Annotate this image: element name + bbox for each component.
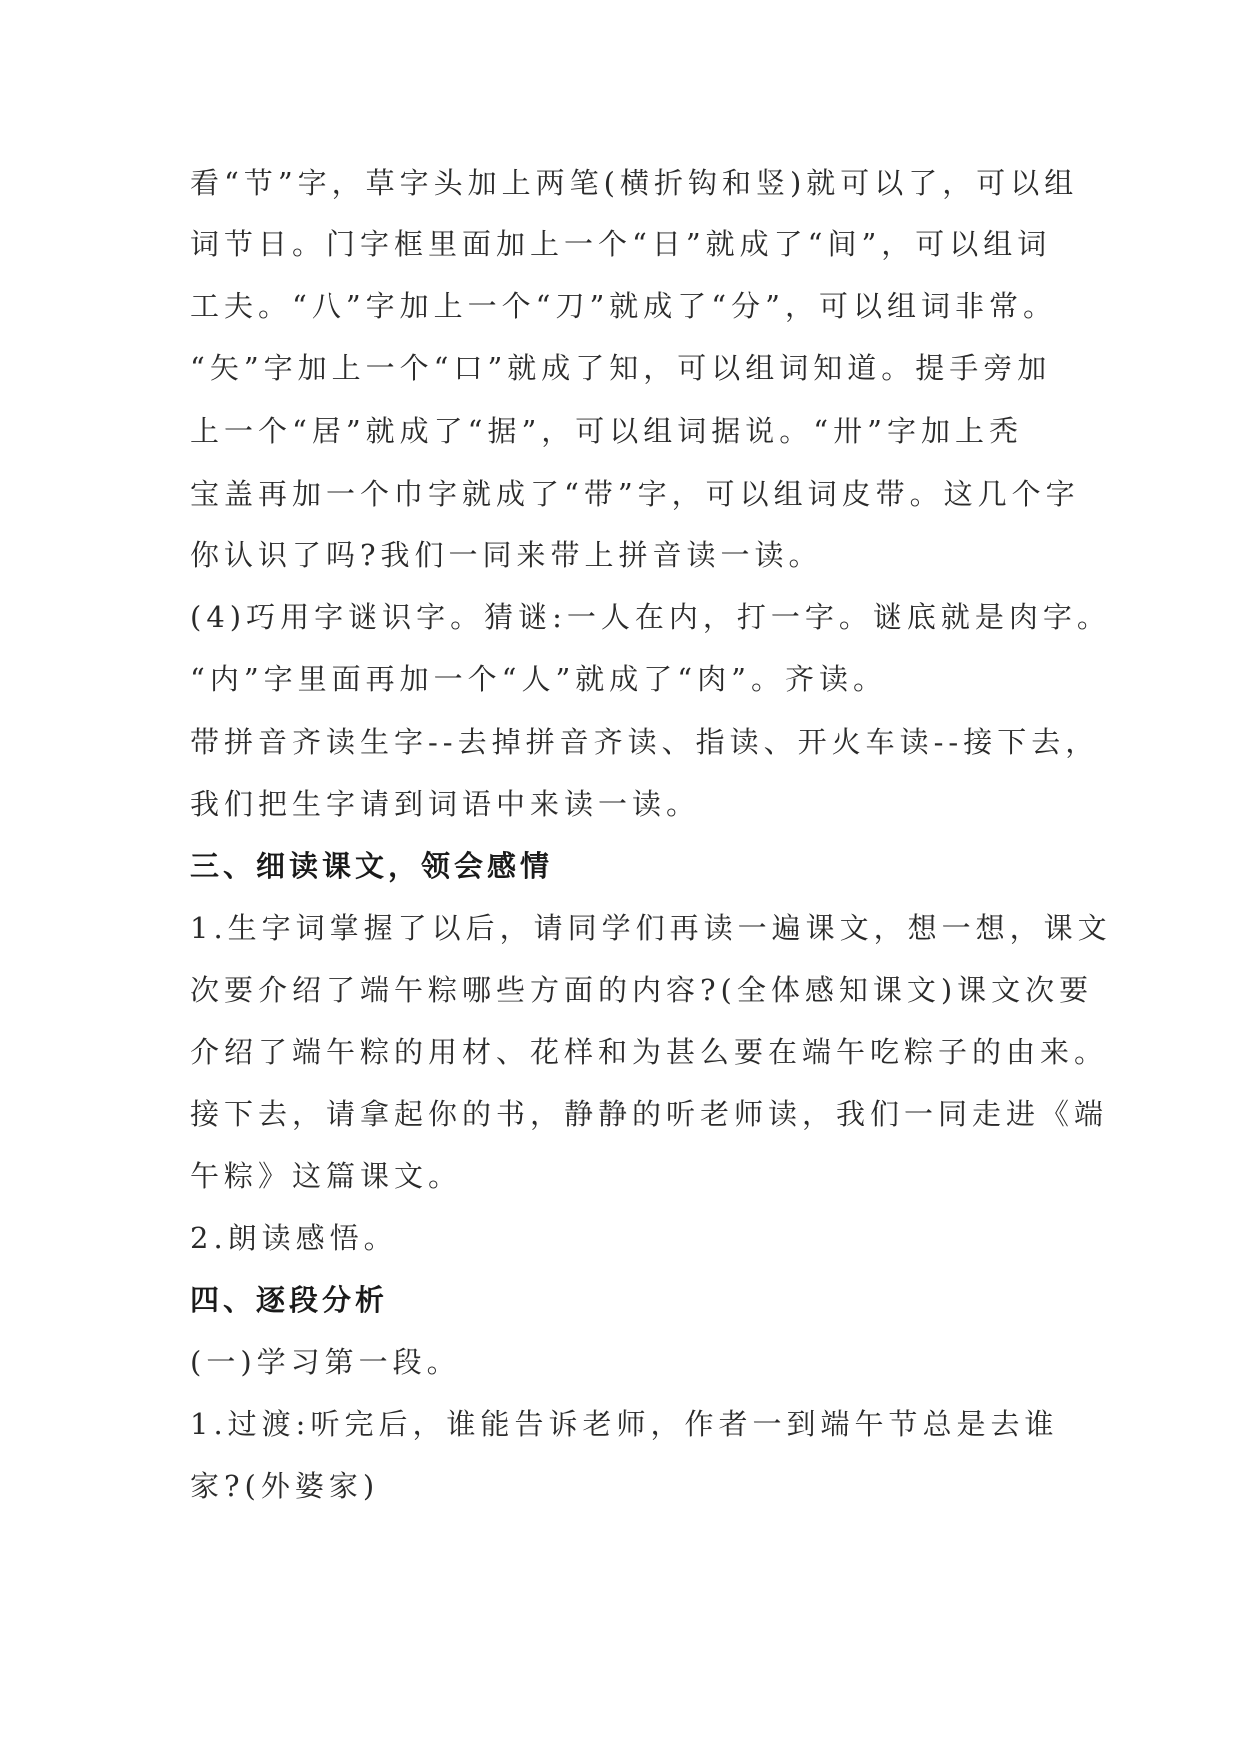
text-line: 午粽》这篇课文。 [190,1159,463,1193]
text-line: (4)巧用字谜识字。猜谜:一人在内，打一字。谜底就是肉字。 [190,600,1111,634]
text-line: 接下去，请拿起你的书，静静的听老师读，我们一同走进《端 [190,1097,1109,1131]
text-line: “内”字里面再加一个“人”就成了“肉”。齐读。 [190,662,887,696]
text-line: 词节日。门字框里面加上一个“日”就成了“间”，可以组词 [190,227,1052,261]
text-line: 2.朗读感悟。 [190,1221,398,1255]
text-line: “矢”字加上一个“口”就成了知，可以组词知道。提手旁加 [190,351,1052,385]
text-line: 1.过渡:听完后，谁能告诉老师，作者一到端午节总是去谁 [190,1407,1059,1441]
section-heading: 三、细读课文，领会感情 [190,849,554,883]
text-line: 次要介绍了端午粽哪些方面的内容?(全体感知课文)课文次要 [190,973,1094,1007]
text-line: 看“节”字，草字头加上两笔(横折钩和竖)就可以了，可以组 [190,166,1079,200]
text-line: 工夫。“八”字加上一个“刀”就成了“分”，可以组词非常。 [190,289,1057,323]
text-line: 家?(外婆家) [190,1469,380,1503]
text-line: 介绍了端午粽的用材、花样和为甚么要在端午吃粽子的由来。 [190,1035,1109,1069]
section-heading: 四、逐段分析 [190,1283,389,1317]
text-line: 带拼音齐读生字--去掉拼音齐读、指读、开火车读--接下去， [190,725,1100,759]
text-line: 我们把生字请到词语中来读一读。 [190,787,701,821]
text-line: 1.生字词掌握了以后，请同学们再读一遍课文，想一想，课文 [190,911,1112,945]
text-line: 宝盖再加一个巾字就成了“带”字，可以组词皮带。这几个字 [190,477,1080,511]
text-line: 上一个“居”就成了“据”，可以组词据说。“卅”字加上秃 [190,414,1023,448]
text-line: 你认识了吗?我们一同来带上拼音读一读。 [190,538,823,572]
text-line: (一)学习第一段。 [190,1345,461,1379]
